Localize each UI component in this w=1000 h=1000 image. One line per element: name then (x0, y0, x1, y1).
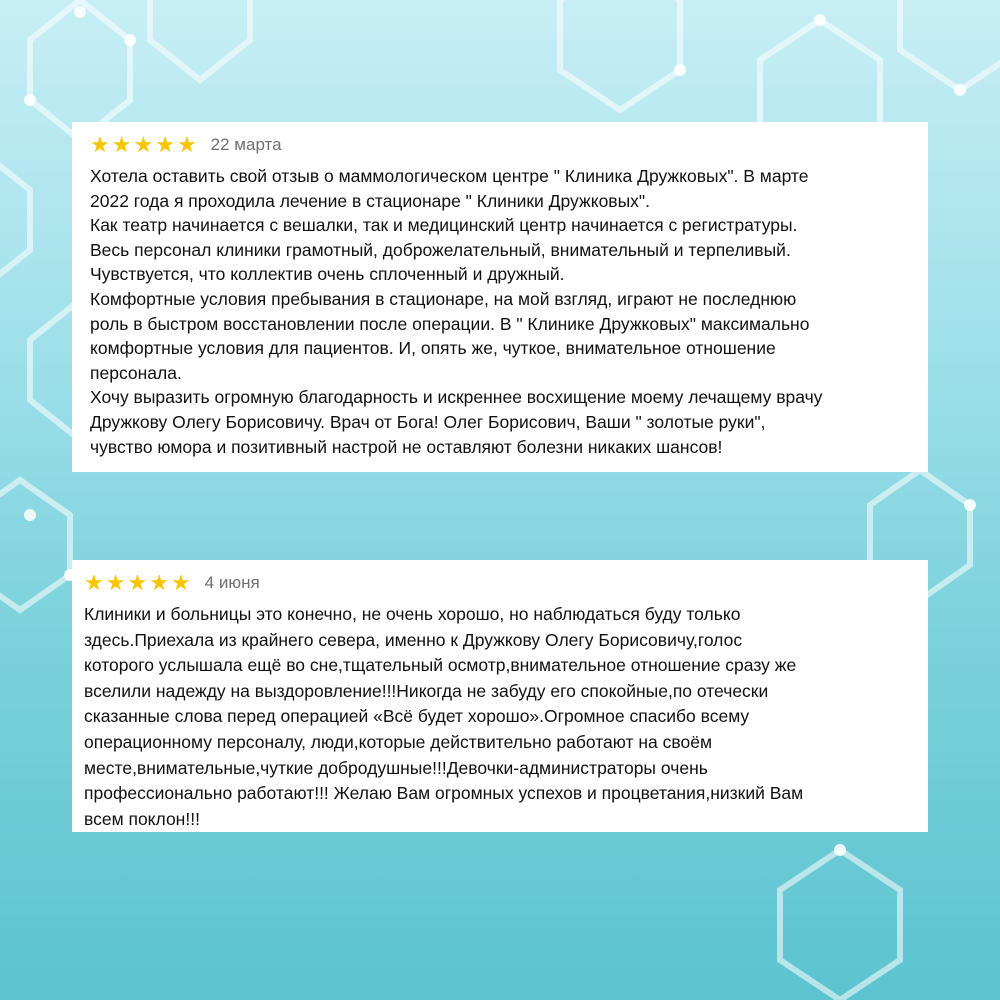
review-date: 4 июня (204, 573, 260, 592)
review-text: Хотела оставить свой отзыв о маммологическом центре " Клиника Дружковых". В марте 2022 года я проходила лечение в стационаре " Клиники Дружковых". Как театр начинается с вешалки, так и медицинский центр начинается с регистратуры. Весь персонал клиники грамотный, доброжелательный, внимательный и терпеливый. Чувствуется, что коллектив очень сплоченный и дружный. Комфортные условия пребывания в стационаре, на мой взгляд, играют не последнюю роль в быстром восстановлении после операции. В " Клинике Дружковых" максимально комфортные условия для пациентов. И, опять же, чуткое, внимательное отношение персонала. Хочу выразить огромную благодарность и искреннее восхищение моему лечащему врачу Дружкову Олегу Борисовичу. Врач от Бога! Олег Борисович, Ваши " золотые руки", чувство юмора и позитивный настрой не оставляют болезни никаких шансов! (90, 166, 823, 457)
star-icon: ★ (127, 570, 148, 595)
star-icon: ★ (90, 132, 110, 157)
review-card (72, 560, 928, 832)
star-icon: ★ (149, 570, 169, 595)
star-rating (84, 572, 191, 594)
star-icon: ★ (133, 132, 154, 157)
rating-row (84, 568, 916, 598)
star-icon: ★ (105, 570, 126, 595)
star-rating (90, 134, 197, 156)
review-date: 22 марта (210, 135, 282, 154)
star-icon: ★ (84, 570, 104, 595)
review-text: Клиники и больницы это конечно, не очень хорошо, но наблюдаться буду только здесь.Приехала из крайнего севера, именно к Дружкову Олегу Борисовичу,голос которого услышала ещё во сне,тщательный осмотр,внимательное отношение сразу же вселили надежду на выздоровление!!!Никогда не забуду его спокойные,по отечески сказанные слова перед операцией «Всё будет хорошо».Огромное спасибо всему операционному персоналу, люди,которые действительно работают на своём месте,внимательные,чуткие добродушные!!!Девочки-администраторы очень профессионально работают!!! Желаю Вам огромных успехов и процветания,низкий Вам всем поклон!!! (84, 604, 804, 829)
review-card (72, 122, 928, 472)
star-icon: ★ (170, 570, 191, 595)
star-icon: ★ (176, 132, 197, 157)
star-icon: ★ (111, 132, 132, 157)
rating-row (90, 130, 910, 160)
star-icon: ★ (155, 132, 175, 157)
